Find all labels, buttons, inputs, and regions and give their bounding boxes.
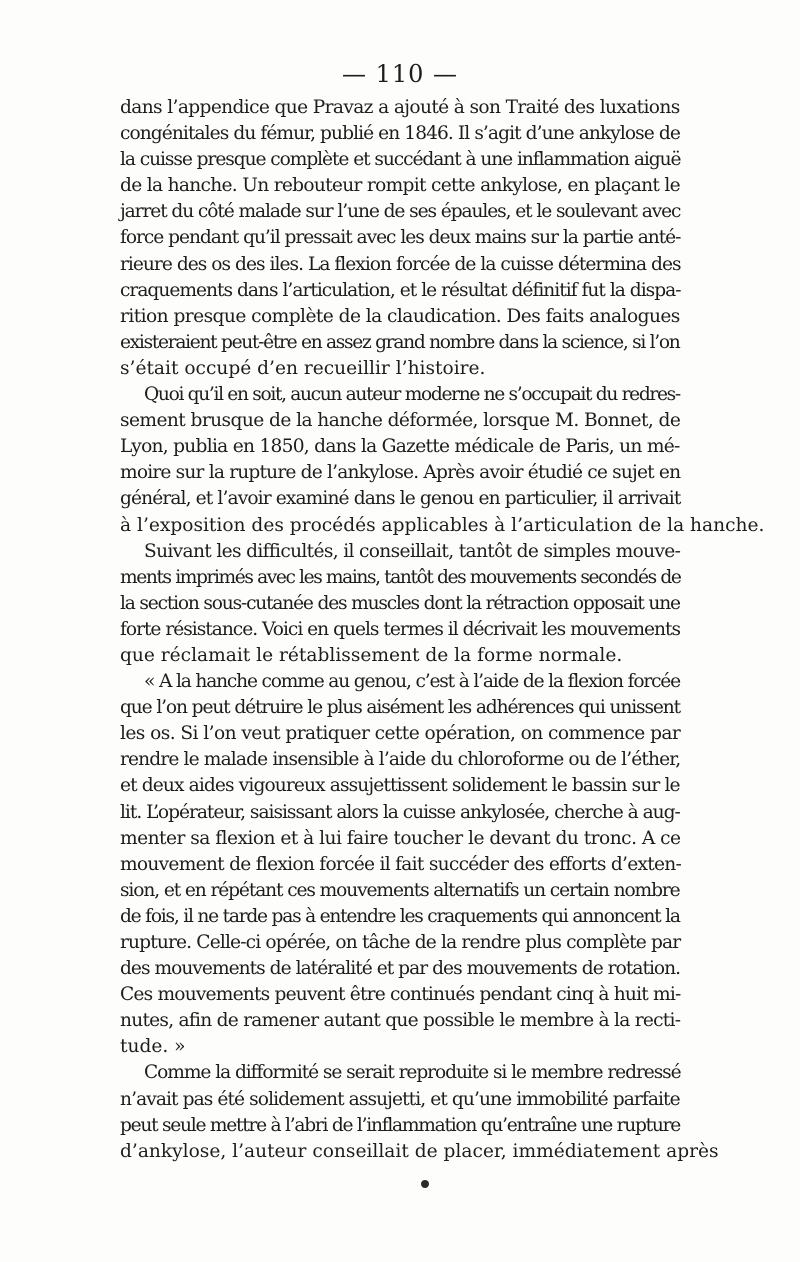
text-line: force pendant qu’il pressait avec les deux mains sur la partie anté- [120, 227, 681, 249]
text-line: de la hanche. Un rebouteur rompit cette ankylose, en plaçant le [120, 175, 680, 197]
paragraph-first-line: Suivant les difficultés, il conseillait, tantôt de simples mouve- [144, 540, 681, 562]
page-number: — 110 — [341, 60, 459, 88]
text-line: tude. » [120, 1036, 186, 1058]
paragraph-first-line: Quoi qu’il en soit, aucun auteur moderne ne s’occupait du redres- [144, 384, 680, 406]
text-line: sion, et en répétant ces mouvements alternatifs un certain nombre [120, 879, 680, 901]
text-line: général, et l’avoir examiné dans le genou en particulier, il arrivait [120, 488, 681, 510]
text-line: que réclamait le rétablissement de la forme normale. [120, 644, 623, 666]
text-line: lit. L’opérateur, saisissant alors la cuisse ankylosée, cherche à aug- [120, 801, 680, 823]
text-line: ments imprimés avec les mains, tantôt des mouvements secondés de [120, 566, 681, 588]
text-line: nutes, afin de ramener autant que possible le membre à la recti- [120, 1010, 681, 1032]
paragraph-first-line: Comme la difformité se serait reproduite si le membre redressé [144, 1062, 681, 1084]
text-line: d’ankylose, l’auteur conseillait de placer, immédiatement après [120, 1140, 719, 1162]
text-line: peut seule mettre à l’abri de l’inflammation qu’entraîne une rupture [120, 1114, 680, 1136]
text-line: craquements dans l’articulation, et le résultat définitif fut la dispa- [120, 279, 681, 301]
text-line: mouvement de flexion forcée il fait succéder des efforts d’exten- [120, 853, 682, 875]
text-line: Ces mouvements peuvent être continués pendant cinq à huit mi- [120, 984, 681, 1006]
text-line: existeraient peut-être en assez grand nombre dans la science, si l’on [120, 331, 680, 353]
text-line: Lyon, publia en 1850, dans la Gazette médicale de Paris, un mé- [120, 436, 680, 458]
text-line: à l’exposition des procédés applicables à l’articulation de la hanche. [120, 514, 765, 536]
text-line: sement brusque de la hanche déformée, lorsque M. Bonnet, de [120, 410, 681, 432]
text-line: rieure des os des iles. La flexion forcée de la cuisse détermina des [120, 253, 681, 275]
body-text [120, 95, 765, 1165]
text-line: de fois, il ne tarde pas à entendre les craquements qui annoncent la [120, 905, 680, 927]
text-line: s’était occupé d’en recueillir l’histoire. [120, 357, 486, 379]
text-line: rendre le malade insensible à l’aide du chloroforme ou de l’éther, [120, 749, 681, 771]
text-line: la section sous-cutanée des muscles dont la rétraction opposait une [120, 592, 680, 614]
quote-first-line: « A la hanche comme au genou, c’est à l’aide de la flexion forcée [144, 671, 680, 693]
text-line: congénitales du fémur, publié en 1846. Il s’agit d’une ankylose de [120, 123, 680, 145]
text-line: moire sur la rupture de l’ankylose. Après avoir étudié ce sujet en [120, 462, 681, 484]
text-line: la cuisse presque complète et succédant à une inflammation aiguë [120, 149, 681, 171]
text-line: dans l’appendice que Pravaz a ajouté à son Traité des luxations [120, 97, 680, 118]
text-line: forte résistance. Voici en quels termes il décrivait les mouvements [120, 618, 681, 640]
text-line: les os. Si l’on veut pratiquer cette opération, on commence par [120, 723, 681, 745]
text-line: jarret du côté malade sur l’une de ses épaules, et le soulevant avec [120, 201, 681, 223]
text-line: des mouvements de latéralité et par des mouvements de rotation. [120, 958, 681, 980]
ink-dot-ornament [421, 1180, 429, 1188]
text-line: n’avait pas été solidement assujetti, et qu’une immobilité parfaite [120, 1088, 680, 1110]
text-line: rition presque complète de la claudication. Des faits analogues [120, 305, 680, 327]
text-line: que l’on peut détruire le plus aisément les adhérences qui unissent [120, 697, 680, 719]
text-line: et deux aides vigoureux assujettissent solidement le bassin sur le [120, 775, 680, 797]
text-line: rupture. Celle-ci opérée, on tâche de la rendre plus complète par [120, 932, 681, 953]
text-line: menter sa flexion et à lui faire toucher le devant du tronc. A ce [120, 827, 681, 849]
